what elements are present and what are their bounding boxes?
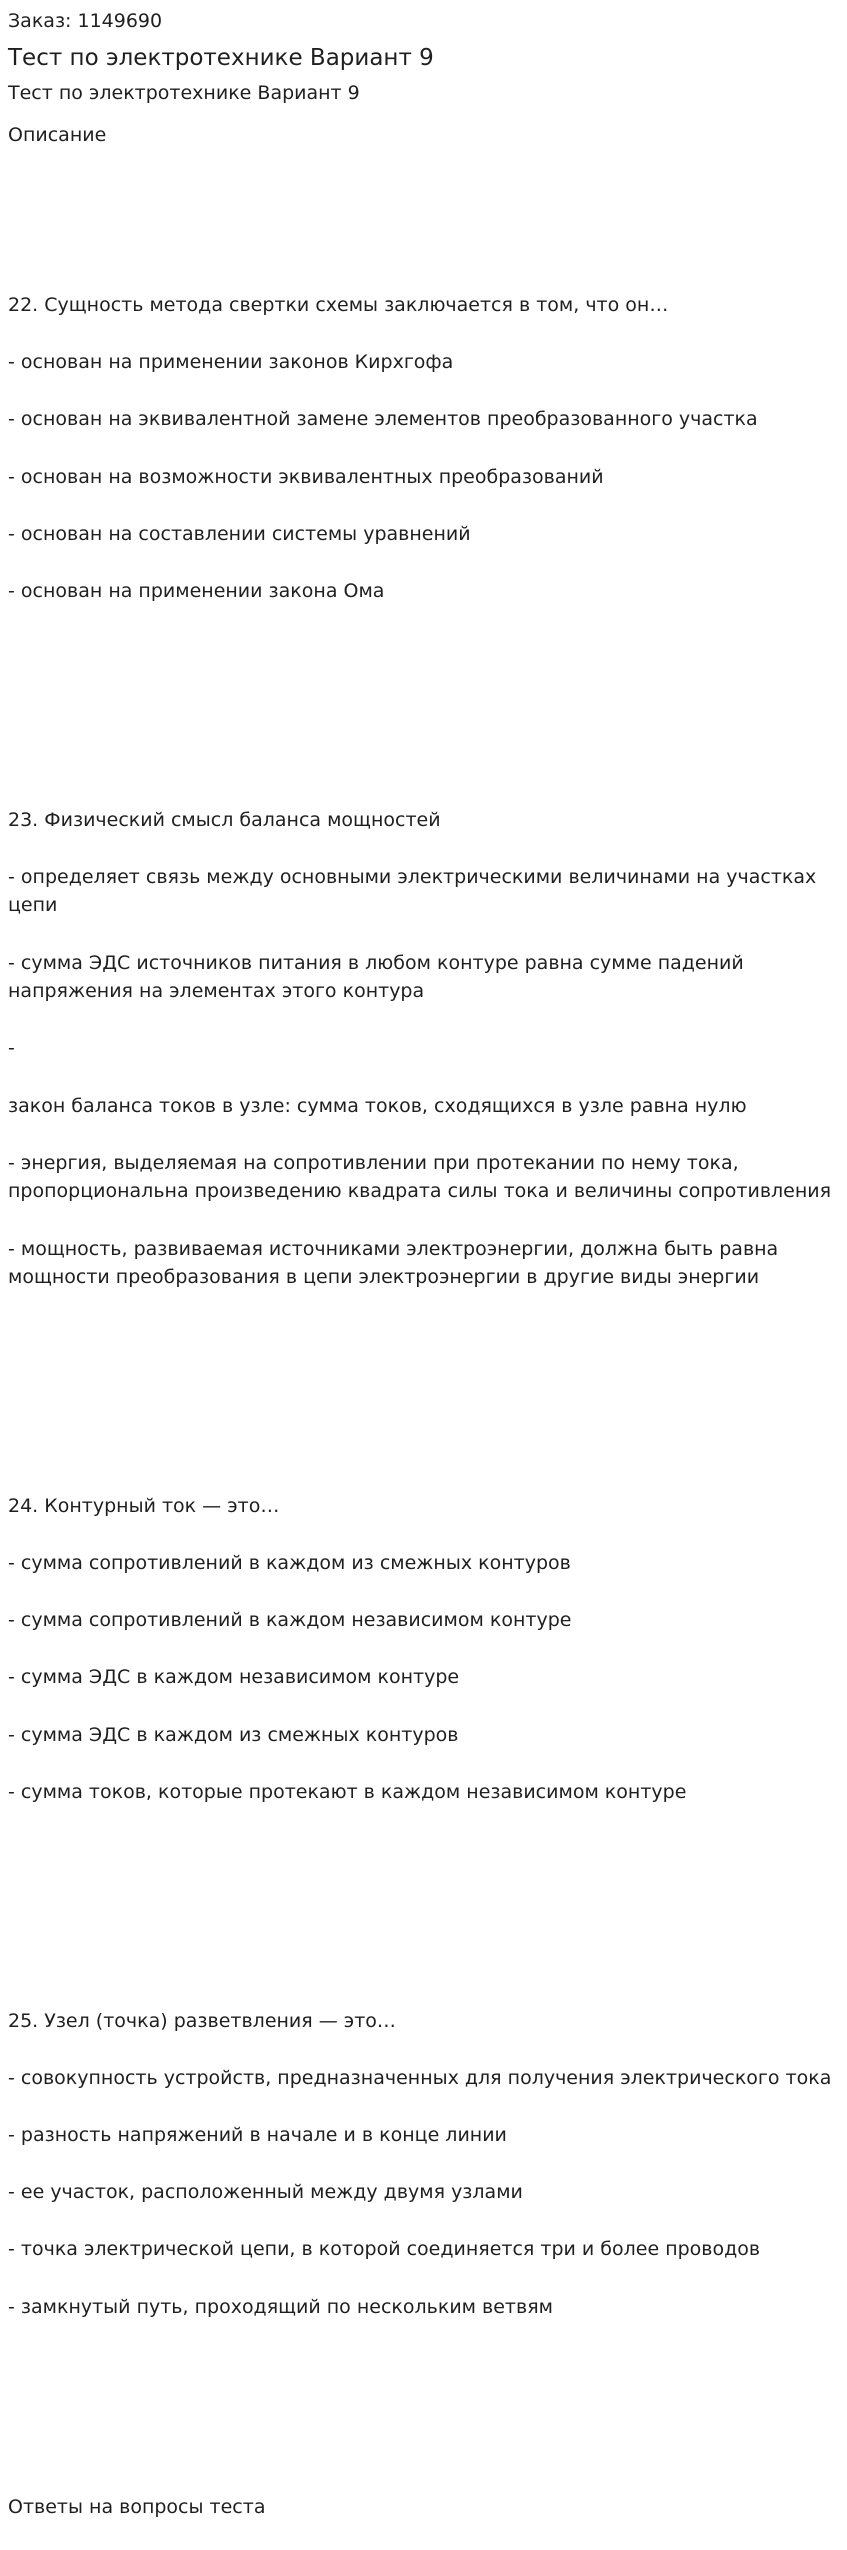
answer-option: - замкнутый путь, проходящий по нескольким ветвям (8, 2295, 553, 2318)
question-24 (8, 1463, 839, 1835)
page-title: Тест по электротехнике Вариант 9 (8, 45, 434, 71)
answer-option: - ее участок, расположенный между двумя узлами (8, 2181, 523, 2204)
question-text: 25. Узел (точка) разветвления — это… (8, 2009, 396, 2032)
answers-label: Ответы на вопросы теста (8, 2495, 266, 2518)
answer-option: - сумма сопротивлений в каждом из смежных контуров (8, 1552, 571, 1575)
answer-option: - сумма сопротивлений в каждом независимом контуре (8, 1609, 572, 1632)
answer-option: - сумма токов, которые протекают в каждом независимом контуре (8, 1780, 687, 1803)
description-content (8, 148, 839, 2550)
question-23 (8, 777, 839, 1320)
question-25 (8, 1978, 839, 2350)
answer-option: - (8, 1037, 15, 1060)
answer-option: - основан на применении законов Кирхгофа (8, 351, 454, 374)
answer-option: - энергия, выделяемая на сопротивлении при протекании по нему тока, пропорциональна произведению квадрата силы тока и величины сопротивления (8, 1151, 832, 1203)
answer-option: - сумма ЭДС источников питания в любом контуре равна сумме падений напряжения на элементах этого контура (8, 951, 744, 1003)
spacer (8, 691, 839, 720)
answer-option: - сумма ЭДС в каждом из смежных контуров (8, 1723, 459, 1746)
answer-option: - основан на возможности эквивалентных преобразований (8, 465, 604, 488)
answer-option: - разность напряжений в начале и в конце линии (8, 2123, 507, 2146)
answer-option: - основан на составлении системы уравнений (8, 522, 471, 545)
question-text: 23. Физический смысл баланса мощностей (8, 808, 441, 831)
answer-option: - точка электрической цепи, в которой соединяется три и более проводов (8, 2238, 761, 2261)
answer-option: - мощность, развиваемая источниками электроэнергии, должна быть равна мощности преобразования в цепи электроэнергии в другие виды энергии (8, 1237, 779, 1289)
answer-option: - основан на применении закона Ома (8, 579, 385, 602)
page-subtitle: Тест по электротехнике Вариант 9 (8, 82, 360, 104)
description-label: Описание (8, 124, 107, 146)
question-22 (8, 262, 839, 634)
answer-option: закон баланса токов в узле: сумма токов, сходящихся в узле равна нулю (8, 1094, 747, 1117)
answer-option: - сумма ЭДС в каждом независимом контуре (8, 1666, 460, 1689)
question-text: 22. Сущность метода свертки схемы заключается в том, что он… (8, 293, 669, 316)
question-text: 24. Контурный ток — это… (8, 1494, 280, 1517)
spacer (8, 177, 839, 206)
spacer (8, 2407, 839, 2436)
answer-option: - основан на эквивалентной замене элементов преобразованного участка (8, 408, 758, 431)
answer-option: - определяет связь между основными электрическими величинами на участках цепи (8, 865, 817, 917)
spacer (8, 1892, 839, 1921)
order-number: Заказ: 1149690 (8, 10, 163, 32)
answer-option: - совокупность устройств, предназначенных для получения электрического тока (8, 2066, 832, 2089)
spacer (8, 1378, 839, 1407)
